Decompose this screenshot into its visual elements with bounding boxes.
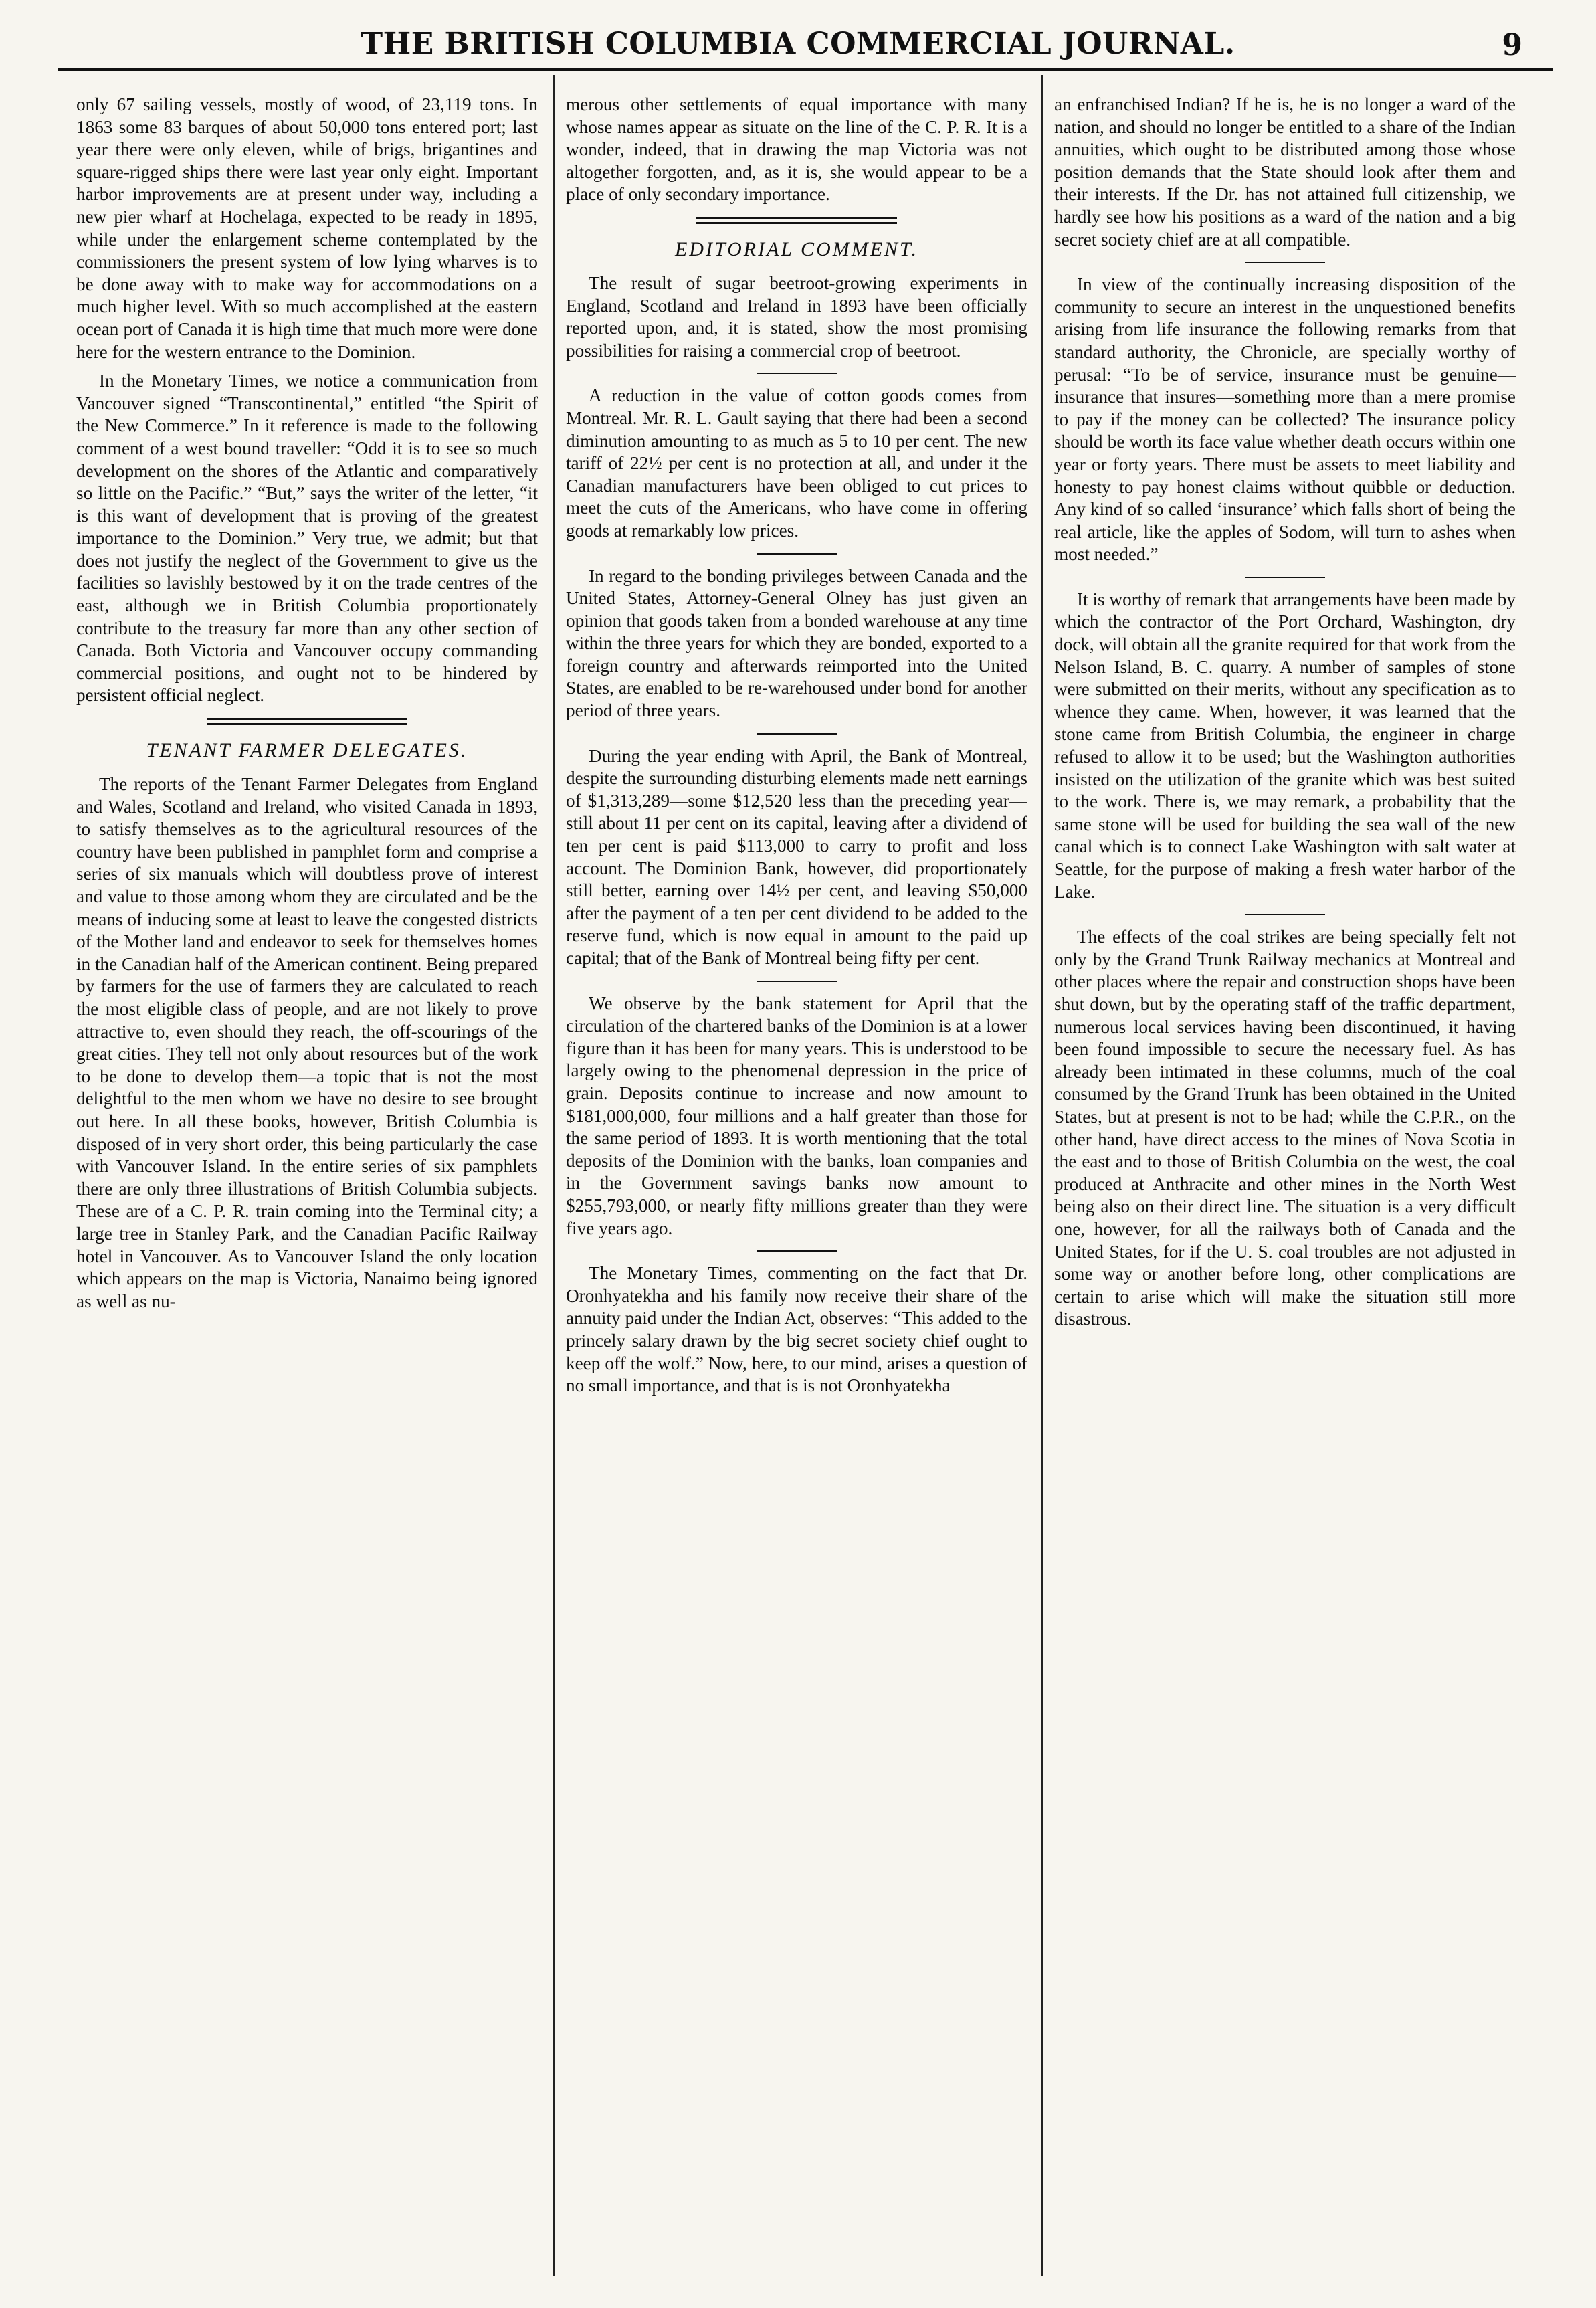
header-rule <box>58 68 1553 71</box>
section-heading: EDITORIAL COMMENT. <box>674 237 919 260</box>
article-paragraph: It is worthy of remark that arrangements have been made by which the contractor of the Port Orchard, Washington, dry dock, will obtain all the granite required for that work from the Nelson Island, B. C. quarry. A number of samples of stone were submitted on their merits, without any specification as to whence they came. When, however, it was learned that the stone came from British Columbia, the engineer in charge refused to allow it to be used; but the Washington authorities insisted on the utilization of the granite which was best suited to the work. There is, we may remark, a probability that the same stone will be used for building the sea wall of the new canal which is to connect Lake Washington with salt water at Seattle, for the purpose of making a fresh water harbor of the Lake. <box>1054 589 1516 902</box>
article-paragraph: During the year ending with April, the Bank of Montreal, despite the surrounding disturbing elements made nett earnings of $1,313,289—some $12,520 less than the preceding year—still about 11 per cent on its capital, leaving after a dividend of ten per cent is paid $113,000 to carry to profit and loss account. The Dominion Bank, however, did proportionately still better, earning over 14½ per cent, and leaving $50,000 after the payment of a ten per cent dividend to be added to the reserve fund, which is now equal in amount to the paid up capital; that of the Bank of Montreal being fifty per cent. <box>566 745 1027 968</box>
paragraph-separator <box>757 1250 837 1252</box>
article-paragraph: We observe by the bank statement for April that the circulation of the chartered banks of the Dominion is at a lower figure than it has been for many years. This is understood to be largely owing to the phenomenal depression in the price of grain. Deposits continue to increase and now amount to $181,000,000, four millions and a half greater than those for the same period of 1893. It is worth mentioning that the total deposits of the Dominion with the banks, loan companies and in the Government savings banks now amount to $255,793,000, or nearly fifty millions greater than they were five years ago. <box>566 993 1027 1238</box>
article-paragraph: A reduction in the value of cotton goods comes from Montreal. Mr. R. L. Gault saying that there had been a second diminution amounting to as much as 5 to 10 per cent. The new tariff of 22½ per cent is no protection at all, and under it the Canadian manufacturers have been obliged to cut prices to meet the cuts of the Americans, who have come in offering goods at remarkably low prices. <box>566 385 1027 541</box>
article-paragraph: only 67 sailing vessels, mostly of wood, of 23,119 tons. In 1863 some 83 barques of about 50,000 tons entered port; last year there were only eleven, while of brigs, brigantines and square-rigged ships there were last year only eight. Important harbor improvements are at present under way, including a new pier wharf at Hochelaga, expected to be ready in 1895, while under the enlargement scheme contemplated by the commissioners the present system of low lying wharves is to be done away with to make way for accommodations on a much higher level. With so much accomplished at the eastern ocean port of Canada it is high time that much more were done here for the western entrance to the Dominion. <box>76 94 538 362</box>
paragraph-separator <box>757 373 837 374</box>
paragraph-separator <box>1245 262 1325 263</box>
column-divider <box>1041 75 1043 2276</box>
article-paragraph: merous other settlements of equal importance with many whose names appear as situate on the line of the C. P. R. It is a wonder, indeed, that in drawing the map Victoria was not altogether forgotten, and, as it is, she would appear to be a place of only secondary importance. <box>566 94 1027 205</box>
article-paragraph: The effects of the coal strikes are being specially felt not only by the Grand Trunk Railway mechanics at Montreal and other places where the repair and construction shops have been shut down, but by the operating staff of the traffic department, numerous local services having been discontinued, it having been found impossible to secure the necessary fuel. As has already been intimated in these columns, much of the coal consumed by the Grand Trunk has been obtained in the United States, but at present is not to be had; while the C.P.R., on the other hand, have direct access to the mines of Nova Scotia in the east and to those of British Columbia on the west, the coal produced at Anthracite and other mines in the North West being also on their direct line. The situation is a very difficult one, however, for all the railways both of Canada and the United States, for if the U. S. coal troubles are not adjusted in some way or another before long, other complications are certain to arise which will make the situation still more disastrous. <box>1054 927 1516 1329</box>
paragraph-separator <box>1245 577 1325 578</box>
column-3 <box>1054 94 1516 2281</box>
column-1 <box>76 94 538 2281</box>
paragraph-separator <box>757 733 837 735</box>
column-2 <box>566 94 1027 2281</box>
page-number: 9 <box>1502 28 1522 62</box>
journal-title: THE BRITISH COLUMBIA COMMERCIAL JOURNAL. <box>361 27 1235 61</box>
article-paragraph: The result of sugar beetroot-growing experiments in England, Scotland and Ireland in 1893 have been officially reported upon, and, it is stated, show the most promising possibilities for raising a commercial crop of beetroot. <box>566 272 1027 361</box>
article-paragraph: The Monetary Times, commenting on the fact that Dr. Oronhyatekha and his family now receive their share of the annuity paid under the Indian Act, observes: “This added to the princely salary drawn by the big secret society chief ought to keep off the wolf.” Now, here, to our mind, arises a question of no small importance, and that is is not Oronhyatekha <box>566 1263 1027 1396</box>
section-heading: TENANT FARMER DELEGATES. <box>146 739 468 762</box>
article-paragraph: In the Monetary Times, we notice a communication from Vancouver signed “Transcontinental,” entitled “the Spirit of the New Commerce.” In it reference is made to the following comment of a west bound traveller: “Odd it is to see so much development on the shores of the Atlantic and comparatively so little on the Pacific.” “But,” says the writer of the letter, “it is this want of development that is proving of the greatest importance to the Dominion.” Very true, we admit; but that does not justify the neglect of the Government to give us the facilities so lavishly bestowed by it on the trade centres of the east, although we in British Columbia proportionately contribute to the treasury far more than any other section of Canada. Both Victoria and Vancouver occupy commanding commercial positions, and ought not to be hindered by persistent official neglect. <box>76 371 538 706</box>
section-rule <box>207 718 407 725</box>
paragraph-separator <box>1245 914 1325 915</box>
article-paragraph: an enfranchised Indian? If he is, he is no longer a ward of the nation, and should no longer be entitled to a share of the Indian annuities, which ought to be distributed among those whose position demands that the State should look after them and their interests. If the Dr. has not attained full citizenship, we hardly see how his positions as a ward of the nation and a big secret society chief are at all compatible. <box>1054 94 1516 250</box>
paragraph-separator <box>757 553 837 555</box>
article-paragraph: In view of the continually increasing disposition of the community to secure an interest in the unquestioned benefits arising from life insurance the following remarks from that standard authority, the Chronicle, are specially worthy of perusal: “To be of service, insurance must be genuine—insurance that insures—something more than a mere promise to pay if the money can be collected? The insurance policy should be worth its face value whether death occurs within one year or forty years. There must be assets to meet liability and honesty to pay honest claims without quibble or deduction. Any kind of so called ‘insurance’ which falls short of being the real article, like the apples of Sodom, will turn to ashes when most needed.” <box>1054 274 1516 565</box>
article-paragraph: The reports of the Tenant Farmer Delegates from England and Wales, Scotland and Ireland, who visited Canada in 1893, to satisfy themselves as to the agricultural resources of the country have been published in pamphlet form and comprise a series of six manuals which will doubtless prove of interest and value to those among whom they are circulated and be the means of inducing some at least to leave the congested districts of the Mother land and endeavor to seek for themselves homes in the Canadian half of the American continent. Being prepared by farmers for the use of farmers they are calculated to reach the most eligible class of people, and are not likely to prove attractive to, even should they reach, the off-scourings of the great cities. They tell not only about resources but of the work to be done to develop them—a topic that is not the most delightful to the men whom we have no desire to see brought out here. In all these books, however, British Columbia is disposed of in very short order, this being particularly the case with Vancouver Island. In the entire series of six pamphlets there are only three illustrations of British Columbia subjects. These are of a C. P. R. train coming into the Terminal city; a large tree in Stanley Park, and the Canadian Pacific Railway hotel in Vancouver. As to Vancouver Island the only location which appears on the map is Victoria, Nanaimo being ignored as well as nu- <box>76 774 538 1311</box>
article-paragraph: In regard to the bonding privileges between Canada and the United States, Attorney-General Olney has just given an opinion that goods taken from a bonded warehouse at any time within the three years for which they are bonded, exported to a foreign country and afterwards reimported into the United States, are enabled to be re-warehoused under bond for another period of three years. <box>566 565 1027 721</box>
column-divider <box>553 75 555 2276</box>
paragraph-separator <box>757 981 837 982</box>
section-rule <box>696 217 897 224</box>
